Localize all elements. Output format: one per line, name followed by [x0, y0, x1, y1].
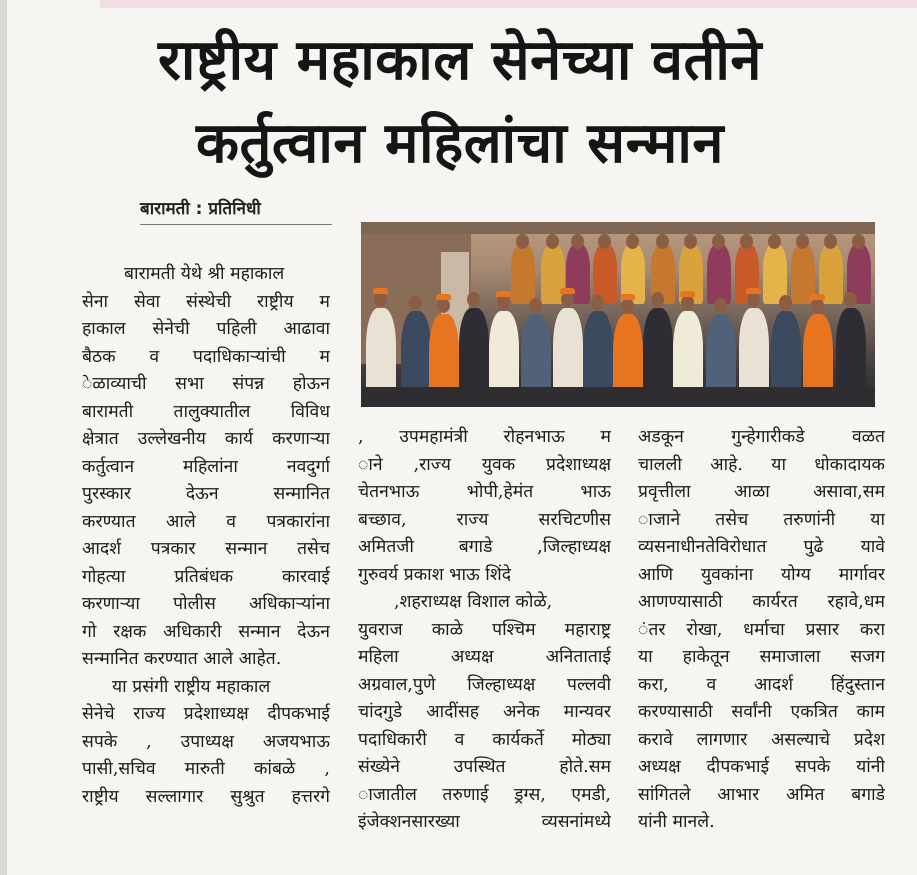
article-line: यांनी मानले. [638, 812, 715, 832]
photo-head [561, 292, 574, 307]
article-line: क्षेत्रात उल्लेखनीय कार्य करणाऱ्या [82, 429, 330, 449]
photo-head [681, 295, 694, 310]
article-line: सन्मानित करण्यात आले आहेत. [82, 649, 282, 669]
photo-head [467, 292, 480, 307]
article-line: बैठक व पदाधिकाऱ्यांची म [82, 346, 330, 367]
photo-head [497, 295, 510, 310]
article-line: युवराज काळे पश्चिम महाराष्ट्र [358, 619, 611, 640]
photo-saffron-cap [810, 294, 825, 300]
photo-head [546, 234, 559, 249]
article-line: ,शहराध्यक्ष विशाल कोळे, [394, 592, 553, 612]
article-line: सेनेचे राज्य प्रदेशाध्यक्ष दीपकभाई [82, 704, 330, 724]
photo-head [714, 298, 727, 313]
photo-person-back [511, 244, 535, 304]
dateline: बारामती : प्रतिनिधी [140, 199, 261, 219]
article-line: , उपमहामंत्री रोहनभाऊ म [358, 427, 611, 447]
article-line: गोहत्या प्रतिबंधक कारवाई [82, 566, 330, 587]
article-line: या हाकेतून समाजाला सजग [638, 647, 885, 667]
photo-head [598, 234, 611, 249]
photo-head [811, 298, 824, 313]
article-line: ाजाने तसेच तरुणांनी या [638, 509, 885, 530]
photo-head [740, 234, 753, 249]
article-line: हाकाल सेनेची पहिली आढावा [82, 319, 330, 339]
photo-saffron-cap [620, 294, 635, 300]
photo-head [684, 234, 697, 249]
photo-saffron-cap [373, 288, 388, 294]
photo-head [852, 234, 865, 249]
article-line: कर्तुत्वान महिलांना नवदुर्गा [82, 456, 330, 477]
article-line: बारामती येथे श्री महाकाल [124, 264, 285, 284]
article-line: अग्रवाल,पुणे जिल्हाध्यक्ष पल्लवी [358, 674, 611, 695]
article-line: ेळाव्याची सभा संपन्न होऊन [82, 374, 330, 394]
article-line: इंजेक्शनसारख्या व्यसनांमध्ये [358, 812, 611, 832]
photo-head [621, 298, 634, 313]
photo-head [516, 234, 529, 249]
photo-saffron-cap [436, 294, 451, 300]
photo-head [651, 292, 664, 307]
photo-saffron-cap [746, 288, 761, 294]
photo-head [712, 234, 725, 249]
article-column-1 [82, 261, 330, 811]
stage-floor [361, 387, 875, 407]
group-photo [361, 222, 875, 407]
article-line: संख्येने उपस्थित होते.सम [358, 757, 611, 777]
photo-head [374, 292, 387, 307]
article-line: आणण्यासाठी कार्यरत रहावे,धम [638, 592, 885, 612]
photo-head [768, 234, 781, 249]
stage-banner [361, 222, 875, 234]
photo-head [824, 234, 837, 249]
article-line: करावे लागणार असल्याचे प्रदेश [638, 729, 885, 750]
photo-head [844, 292, 857, 307]
photo-head [409, 295, 422, 310]
article-line: आणि युवकांना योग्य मार्गावर [638, 564, 885, 585]
photo-saffron-cap [496, 291, 511, 297]
article-line: चांदगुडे आदींसह अनेक मान्यवर [358, 702, 611, 722]
article-line: पासी,सचिव मारुती कांबळे , [82, 759, 330, 779]
article-line: अडकून गुन्हेगारीकडे वळत [638, 427, 885, 447]
photo-saffron-cap [680, 291, 695, 297]
photo-head [796, 234, 809, 249]
headline-line-2: कर्तुत्वान महिलांचा सन्मान [196, 111, 724, 176]
article-line: करा, व आदर्श हिंदुस्तान [638, 674, 885, 695]
photo-head [437, 298, 450, 313]
article-line: आदर्श पत्रकार सन्मान तसेच [82, 539, 330, 559]
article-line: प्रवृत्तीला आळा असावा,सम [638, 482, 885, 502]
dateline-rule [140, 224, 332, 225]
photo-head [571, 234, 584, 249]
article-line: बारामती तालुक्यातील विविध [82, 401, 330, 422]
photo-head [529, 298, 542, 313]
article-line: चेतनभाऊ भोपी,हेमंत भाऊ [358, 482, 611, 502]
article-line: गुरुवर्य प्रकाश भाऊ शिंदे [358, 564, 512, 585]
headline-line-1: राष्ट्रीय महाकाल सेनेच्या वतीने [157, 28, 763, 93]
article-line: सांगितले आभार अमित बगाडे [638, 784, 885, 805]
photo-person-back [707, 244, 731, 304]
photo-saffron-cap [560, 288, 575, 294]
article-line: व्यसनाधीनतेविरोधात पुढे यावे [638, 537, 885, 557]
article-line: करण्यासाठी सर्वांनी एकत्रित काम [638, 702, 885, 722]
article-line: अध्यक्ष दीपकभाई सपके यांनी [638, 757, 885, 777]
photo-head [591, 295, 604, 310]
article-line: पदाधिकारी व कार्यकर्ते मोठ्या [358, 729, 611, 750]
photo-head [626, 234, 639, 249]
article-line: चालली आहे. या धोकादायक [638, 454, 885, 475]
top-edge-strip [100, 0, 917, 8]
article-line: करण्यात आले व पत्रकारांना [82, 511, 330, 532]
article-line: सपके , उपाध्यक्ष अजयभाऊ [82, 731, 330, 752]
article-line: या प्रसंगी राष्ट्रीय महाकाल [112, 676, 271, 697]
article-line: बच्छाव, राज्य सरचिटणीस [358, 509, 611, 530]
photo-head [747, 292, 760, 307]
article-column-3 [638, 424, 885, 837]
article-line: करणाऱ्या पोलीस अधिकाऱ्यांना [82, 594, 330, 614]
article-line: राष्ट्रीय सल्लागार सुश्रुत हत्तरगे [82, 786, 330, 807]
article-column-2 [358, 424, 611, 837]
article-line: सेना सेवा संस्थेची राष्ट्रीय म [82, 291, 330, 312]
article-line: महिला अध्यक्ष अनिताताई [358, 647, 611, 667]
article-line: अमितजी बगाडे ,जिल्हाध्यक्ष [358, 537, 611, 557]
photo-head [656, 234, 669, 249]
article-line: ाजातील तरुणाई ड्रग्स, एमडी, [358, 784, 611, 805]
photo-head [779, 295, 792, 310]
article-line: ाने ,राज्य युवक प्रदेशाध्यक्ष [358, 454, 611, 475]
left-edge-strip [0, 0, 7, 875]
article-line: पुरस्कार देऊन सन्मानित [82, 484, 330, 504]
article-line: ंतर रोखा, धर्माचा प्रसार करा [638, 619, 885, 640]
article-line: गो रक्षक अधिकारी सन्मान देऊन [82, 621, 330, 642]
